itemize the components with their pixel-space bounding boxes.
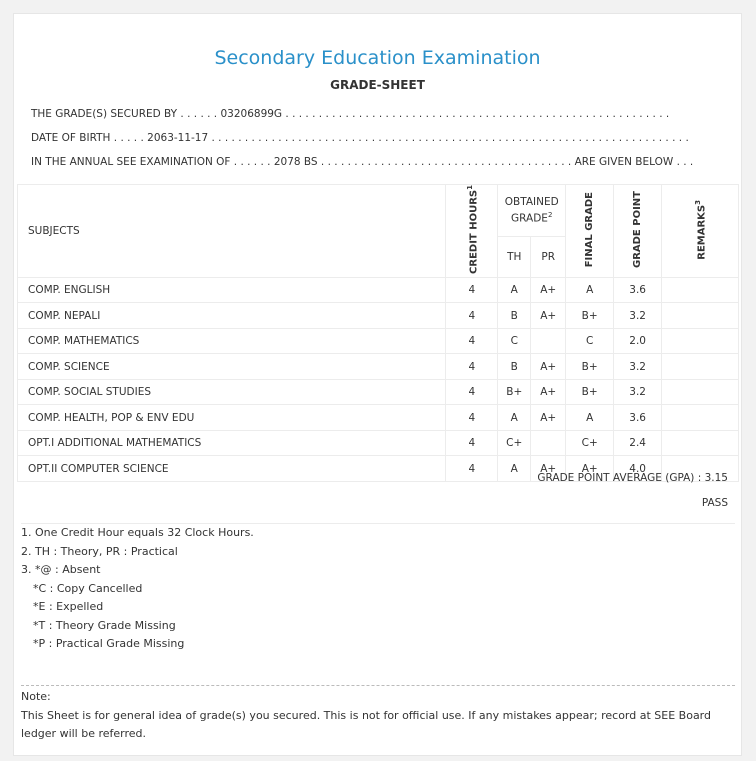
grade-point-header: GRADE POINT xyxy=(614,185,662,278)
grade-point-cell: 2.4 xyxy=(614,430,662,456)
footnote-item: *P : Practical Grade Missing xyxy=(33,637,185,650)
footnote-item: 2. TH : Theory, PR : Practical xyxy=(21,544,178,558)
th-cell: A xyxy=(498,277,531,303)
th-cell: A xyxy=(498,405,531,431)
dob-line: DATE OF BIRTH . . . . . 2063-11-17 . . . . . . . . . . . . . . . . . . . . . . . . . . . . . . . . . . . . . . . . . . . . . . . . . . . . . . . . . . . . . . . . . . . . . . . . xyxy=(31,132,689,144)
table-row xyxy=(18,328,739,354)
note-section xyxy=(21,685,735,744)
final-grade-cell: A+ xyxy=(566,456,614,482)
page-subtitle: GRADE-SHEET xyxy=(330,78,425,92)
grade-point-cell: 4.0 xyxy=(614,456,662,482)
footnote-item: 3. *@ : Absent xyxy=(21,563,101,576)
footnote-item: *T : Theory Grade Missing xyxy=(33,618,176,632)
credit-hours-header: CREDIT HOURS$^1$ xyxy=(446,185,498,278)
gpa-value: GRADE POINT AVERAGE (GPA) : 3.15 xyxy=(537,472,728,484)
final-grade-cell: C+ xyxy=(566,430,614,456)
credit-cell: 4 xyxy=(446,303,498,329)
pr-cell: A+ xyxy=(531,277,566,303)
subject-cell: COMP. MATHEMATICS xyxy=(18,328,446,354)
subject-cell: OPT.II COMPUTER SCIENCE xyxy=(18,456,446,482)
final-grade-header: FINAL GRADE xyxy=(566,185,614,278)
table-row xyxy=(18,303,739,329)
table-row xyxy=(18,277,739,303)
header-row xyxy=(18,185,739,237)
th-cell: B+ xyxy=(498,379,531,405)
grade-point-cell: 2.0 xyxy=(614,328,662,354)
final-grade-cell: B+ xyxy=(566,354,614,380)
th-cell: B xyxy=(498,303,531,329)
th-cell: C+ xyxy=(498,430,531,456)
table-row xyxy=(18,405,739,431)
subject-cell: COMP. HEALTH, POP & ENV EDU xyxy=(18,405,446,431)
remarks-cell xyxy=(662,277,739,303)
grade-point-cell: 3.6 xyxy=(614,277,662,303)
credit-cell: 4 xyxy=(446,379,498,405)
pr-cell: A+ xyxy=(531,456,566,482)
footnote-item: *C : Copy Cancelled xyxy=(33,581,143,595)
subject-cell: COMP. ENGLISH xyxy=(18,277,446,303)
th-header: TH xyxy=(498,237,531,278)
pr-header: PR xyxy=(531,237,566,278)
exam-line: IN THE ANNUAL SEE EXAMINATION OF . . . . . . 2078 BS . . . . . . . . . . . . . . . . . . . . . . . . . . . . . . . . . . . . . . ARE GIVEN BELOW . . . xyxy=(31,156,694,168)
credit-cell: 4 xyxy=(446,277,498,303)
footnotes xyxy=(21,523,735,654)
credit-cell: 4 xyxy=(446,328,498,354)
subject-cell: COMP. SOCIAL STUDIES xyxy=(18,379,446,405)
remarks-header: REMARKS$^3$ xyxy=(662,185,739,278)
page-title: Secondary Education Examination xyxy=(214,47,541,69)
credit-cell: 4 xyxy=(446,430,498,456)
th-cell: C xyxy=(498,328,531,354)
footnote-item: 1. One Credit Hour equals 32 Clock Hours. xyxy=(21,526,254,539)
final-grade-cell: B+ xyxy=(566,379,614,405)
final-grade-cell: A xyxy=(566,405,614,431)
final-grade-cell: B+ xyxy=(566,303,614,329)
table-row xyxy=(18,430,739,456)
credit-cell: 4 xyxy=(446,405,498,431)
remarks-cell xyxy=(662,379,739,405)
grade-point-cell: 3.2 xyxy=(614,354,662,380)
grade-sheet xyxy=(13,13,742,756)
th-cell: B xyxy=(498,354,531,380)
th-cell: A xyxy=(498,456,531,482)
pr-cell: A+ xyxy=(531,405,566,431)
final-grade-cell: C xyxy=(566,328,614,354)
remarks-cell xyxy=(662,303,739,329)
grade-point-cell: 3.2 xyxy=(614,379,662,405)
obtained-grade-header: OBTAINED GRADE$^2$ xyxy=(498,185,566,237)
remarks-cell xyxy=(662,328,739,354)
table-row xyxy=(18,379,739,405)
remarks-cell xyxy=(662,354,739,380)
note-label: Note: xyxy=(21,690,51,703)
pr-cell: A+ xyxy=(531,379,566,405)
grade-point-cell: 3.2 xyxy=(614,303,662,329)
result-status: PASS xyxy=(701,497,728,509)
pr-cell xyxy=(531,430,566,456)
secured-by-line: THE GRADE(S) SECURED BY . . . . . . 03206899G . . . . . . . . . . . . . . . . . . . . . . . . . . . . . . . . . . . . . . . . . . . . . . . . . . . . . . . . . . xyxy=(31,108,670,120)
grades-table xyxy=(17,184,739,482)
remarks-cell xyxy=(662,430,739,456)
remarks-cell xyxy=(662,405,739,431)
pr-cell xyxy=(531,328,566,354)
credit-cell: 4 xyxy=(446,456,498,482)
table-row xyxy=(18,354,739,380)
credit-cell: 4 xyxy=(446,354,498,380)
subject-cell: COMP. NEPALI xyxy=(18,303,446,329)
note-text: This Sheet is for general idea of grade(s) you secured. This is not for official use. If any mistakes appear; record at SEE Board ledger will be referred. xyxy=(21,708,711,740)
pr-cell: A+ xyxy=(531,303,566,329)
subjects-header: SUBJECTS xyxy=(18,185,446,278)
grade-point-cell: 3.6 xyxy=(614,405,662,431)
subject-cell: OPT.I ADDITIONAL MATHEMATICS xyxy=(18,430,446,456)
final-grade-cell: A xyxy=(566,277,614,303)
pr-cell: A+ xyxy=(531,354,566,380)
subject-cell: COMP. SCIENCE xyxy=(18,354,446,380)
footnote-item: *E : Expelled xyxy=(33,600,104,613)
